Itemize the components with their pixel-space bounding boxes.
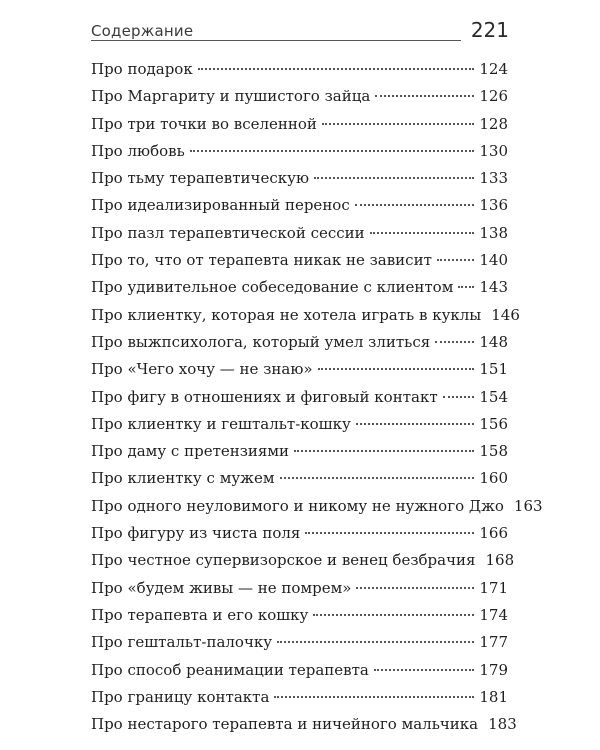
dot-leader <box>322 123 474 125</box>
toc-entry-title: Про то, что от терапевта никак не зависит <box>91 251 432 270</box>
dot-leader <box>443 396 475 398</box>
dot-leader <box>370 232 475 234</box>
toc-entry-title: Про Маргариту и пушистого зайца <box>91 87 371 106</box>
toc-entry <box>91 138 508 165</box>
dot-leader <box>458 286 474 288</box>
toc-entry-title: Про способ реанимации терапевта <box>91 660 369 679</box>
toc-entry-page: 126 <box>479 87 508 106</box>
toc-entry-title: Про гештальт-палочку <box>91 633 273 652</box>
toc-entry-page: 171 <box>479 578 508 597</box>
toc-entry <box>91 56 508 83</box>
toc-entry-page: 174 <box>479 605 508 624</box>
toc-entry-page: 140 <box>479 251 508 270</box>
dot-leader <box>313 614 474 616</box>
toc-entry <box>91 493 543 520</box>
toc-entry <box>91 384 508 411</box>
dot-leader <box>435 341 474 343</box>
toc-entry <box>91 547 515 574</box>
toc-entry-page: 154 <box>479 387 508 406</box>
toc-entry-title: Про фигу в отношениях и фиговый контакт <box>91 387 438 406</box>
table-of-contents <box>91 56 543 738</box>
toc-entry-page: 183 <box>488 715 517 734</box>
section-title: Содержание <box>91 22 194 40</box>
toc-entry <box>91 192 508 219</box>
dot-leader <box>314 177 474 179</box>
toc-entry-page: 177 <box>479 633 508 652</box>
toc-entry-page: 130 <box>479 141 508 160</box>
toc-entry-page: 143 <box>479 278 508 297</box>
toc-entry-page: 151 <box>479 360 508 379</box>
toc-entry-title: Про три точки во вселенной <box>91 114 317 133</box>
toc-entry-page: 179 <box>479 660 508 679</box>
toc-entry <box>91 111 508 138</box>
toc-entry-page: 146 <box>491 305 520 324</box>
toc-entry <box>91 274 508 301</box>
toc-entry-page: 148 <box>479 332 508 351</box>
toc-entry-title: Про выжпсихолога, который умел злиться <box>91 332 431 351</box>
toc-entry <box>91 329 508 356</box>
toc-entry-title: Про честное супервизорское и венец безбрачия <box>91 551 476 570</box>
toc-entry-page: 124 <box>479 60 508 78</box>
toc-entry <box>91 657 508 684</box>
dot-leader <box>198 68 475 70</box>
dot-leader <box>280 477 475 479</box>
toc-entry-title: Про нестарого терапевта и ничейного мальчика <box>91 715 479 734</box>
toc-entry-title: Про одного неуловимого и никому не нужного Джо <box>91 496 504 515</box>
dot-leader <box>294 450 474 452</box>
toc-entry-title: Про пазл терапевтической сессии <box>91 223 365 242</box>
toc-entry-title: Про идеализированный перенос <box>91 196 350 215</box>
toc-entry-page: 156 <box>479 414 508 433</box>
toc-entry-page: 138 <box>479 223 508 242</box>
dot-leader <box>356 587 474 589</box>
dot-leader <box>277 641 474 643</box>
dot-leader <box>355 204 475 206</box>
toc-entry-page: 166 <box>479 524 508 543</box>
toc-entry <box>91 356 508 383</box>
toc-entry <box>91 411 508 438</box>
page-number: 221 <box>470 18 509 42</box>
dot-leader <box>318 368 475 370</box>
dot-leader <box>274 696 474 698</box>
toc-entry-title: Про удивительное собеседование с клиентом <box>91 278 454 297</box>
dot-leader <box>374 669 475 671</box>
toc-entry-page: 163 <box>513 496 543 515</box>
toc-entry <box>91 711 517 738</box>
toc-entry <box>91 465 508 492</box>
running-header <box>91 18 509 46</box>
dot-leader <box>190 150 475 152</box>
toc-entry-title: Про «будем живы — не помрем» <box>91 578 352 597</box>
toc-entry <box>91 83 508 110</box>
toc-entry-page: 181 <box>479 687 508 706</box>
toc-entry-title: Про границу контакта <box>91 687 270 706</box>
toc-entry-page: 168 <box>485 551 515 570</box>
toc-entry <box>91 438 508 465</box>
toc-entry-page: 158 <box>479 442 508 461</box>
toc-entry-title: Про подарок <box>91 60 193 78</box>
toc-entry <box>91 684 508 711</box>
toc-entry <box>91 575 508 602</box>
toc-entry-title: Про «Чего хочу — не знаю» <box>91 360 313 379</box>
toc-entry-page: 136 <box>479 196 508 215</box>
dot-leader <box>437 259 474 261</box>
toc-entry-page: 160 <box>479 469 508 488</box>
toc-entry-page: 128 <box>479 114 508 133</box>
toc-entry-title: Про тьму терапевтическую <box>91 169 309 188</box>
toc-entry-title: Про фигуру из чиста поля <box>91 524 301 543</box>
toc-entry-title: Про клиентку и гештальт-кошку <box>91 414 351 433</box>
toc-entry <box>91 220 508 247</box>
dot-leader <box>356 423 475 425</box>
toc-entry <box>91 165 508 192</box>
toc-entry-page: 133 <box>479 169 508 188</box>
toc-entry-title: Про клиентку с мужем <box>91 469 275 488</box>
toc-entry-title: Про терапевта и его кошку <box>91 605 309 624</box>
header-rule <box>91 40 461 41</box>
dot-leader <box>375 95 474 97</box>
toc-entry-title: Про даму с претензиями <box>91 442 290 461</box>
toc-entry <box>91 302 520 329</box>
dot-leader <box>305 532 474 534</box>
toc-entry <box>91 602 508 629</box>
toc-entry-title: Про любовь <box>91 141 185 160</box>
toc-entry <box>91 247 508 274</box>
toc-entry <box>91 629 508 656</box>
toc-entry <box>91 520 508 547</box>
toc-entry-title: Про клиентку, которая не хотела играть в куклы <box>91 305 482 324</box>
